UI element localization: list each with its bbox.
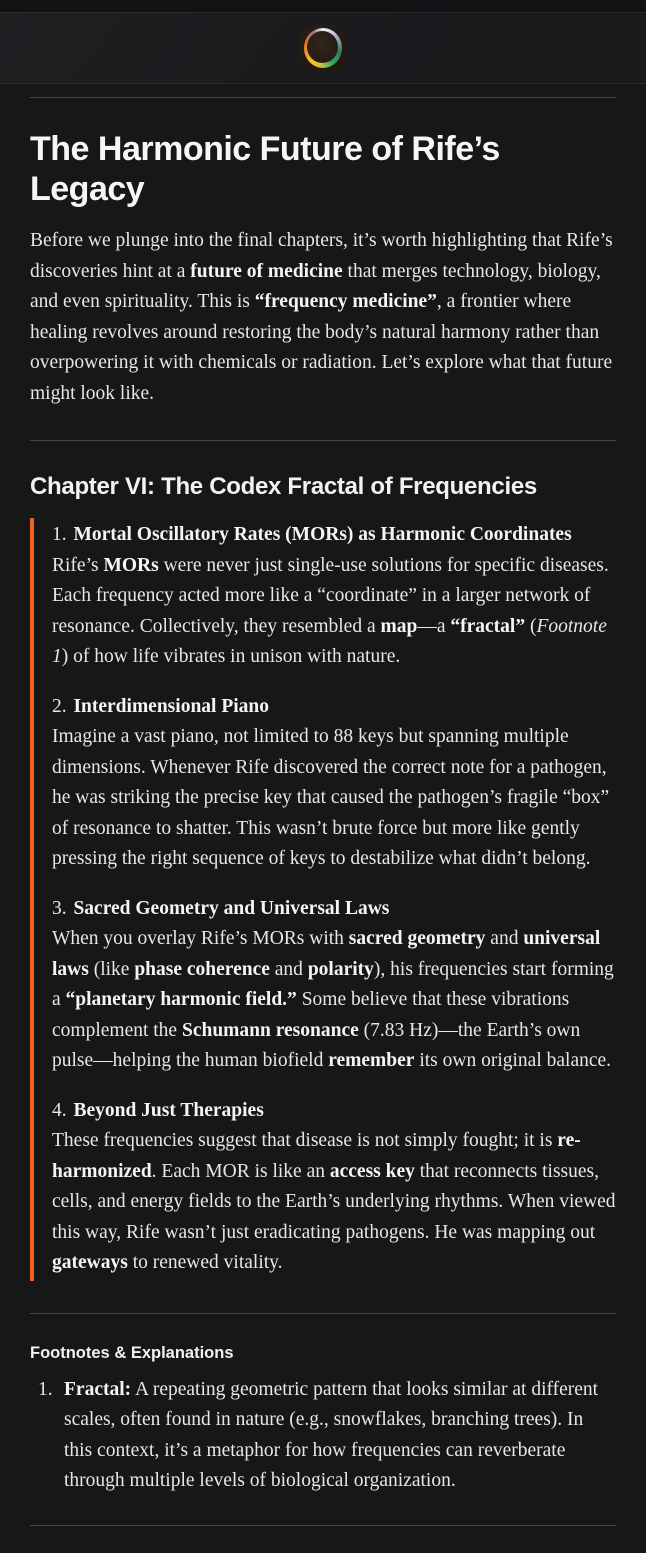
article-content	[0, 97, 646, 1526]
section-heading	[52, 692, 616, 723]
section-title: Beyond Just Therapies	[73, 1099, 264, 1121]
divider	[30, 1313, 616, 1314]
blockquote-section-2	[52, 692, 616, 875]
site-logo[interactable]	[301, 25, 345, 71]
section-body: Imagine a vast piano, not limited to 88 keys but spanning multiple dimensions. Whenever Rife discovered the correct note for a pathogen, he was striking the precise key that caused the pathogen’s fragile “box” of resonance to shatter. This wasn’t brute force but more like gently pressing the right sequence of keys to destabilize what didn’t belong.	[52, 726, 610, 869]
chapter-heading: Chapter VI: The Codex Fractal of Frequencies	[30, 473, 537, 500]
section-number: 2.	[52, 695, 67, 717]
divider	[30, 440, 616, 441]
section-heading	[52, 894, 616, 925]
divider	[30, 1525, 616, 1526]
footnote-number: 1.	[38, 1378, 53, 1400]
section-body: These frequencies suggest that disease is not simply fought; it is re-harmonized. Each MOR is like an access key that reconnects tissues, cells, and energy fields to the Earth’s underlying rhythms. When viewed this way, Rife wasn’t just eradicating pathogens. He was mapping out gateways to renewed vitality.	[52, 1130, 616, 1273]
section-heading	[52, 1096, 616, 1127]
footnotes-heading: Footnotes & Explanations	[30, 1343, 234, 1362]
codex-blockquote	[30, 518, 616, 1281]
blockquote-section-1	[52, 520, 616, 673]
section-number: 3.	[52, 897, 67, 919]
blockquote-section-3	[52, 894, 616, 1077]
section-body: When you overlay Rife’s MORs with sacred geometry and universal laws (like phase coherence and polarity), his frequencies start forming a “planetary harmonic field.” Some believe that these vibrations complement the Schumann resonance (7.83 Hz)—the Earth’s own pulse—helping the human biofield remember its own original balance.	[52, 928, 614, 1071]
intro-paragraph: Before we plunge into the final chapters, it’s worth highlighting that Rife’s discoveries hint at a future of medicine that merges technology, biology, and even spirituality. This is “frequency medicine”, a frontier where healing revolves around restoring the body’s natural harmony rather than overpowering it with chemicals or radiation. Let’s explore what that future might look like.	[30, 230, 613, 404]
section-body: Rife’s MORs were never just single-use solutions for specific diseases. Each frequency acted more like a “coordinate” in a larger network of resonance. Collectively, they resembled a map—a “fractal” (Footnote 1) of how life vibrates in unison with nature.	[52, 554, 609, 667]
page-title: The Harmonic Future of Rife’s Legacy	[30, 130, 500, 208]
section-title: Interdimensional Piano	[73, 695, 269, 717]
eclipse-core-icon	[307, 31, 338, 63]
section-number: 1.	[52, 524, 67, 545]
footnote-list	[30, 1375, 616, 1497]
footnote-text: Fractal: A repeating geometric pattern that looks similar at different scales, often found in nature (e.g., snowflakes, branching trees). In this context, it’s a metaphor for how frequencies can reverberate through multiple levels of biological organization.	[64, 1378, 599, 1491]
footnote-item	[30, 1375, 616, 1497]
site-header	[0, 13, 646, 84]
section-heading	[52, 520, 616, 551]
section-number: 4.	[52, 1099, 67, 1121]
divider	[30, 97, 616, 98]
blockquote-section-4	[52, 1096, 616, 1279]
browser-top-strip	[0, 0, 646, 13]
section-title: Sacred Geometry and Universal Laws	[73, 897, 390, 919]
section-title: Mortal Oscillatory Rates (MORs) as Harmonic Coordinates	[73, 524, 572, 545]
